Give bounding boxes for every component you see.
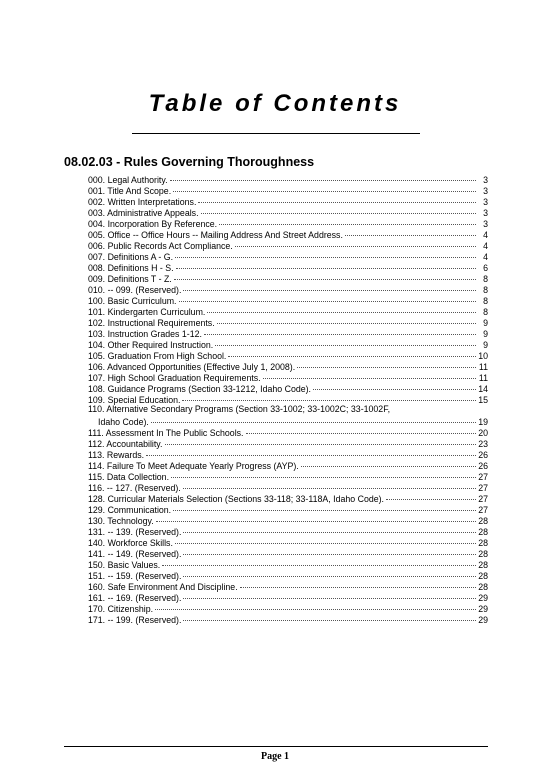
toc-entry-title: 113. Rewards. <box>88 450 145 460</box>
dot-leader <box>151 413 476 423</box>
toc-entry-page: 26 <box>478 450 488 460</box>
toc-entry-page: 27 <box>478 472 488 482</box>
toc-entry[interactable] <box>88 404 488 426</box>
toc-entry-title: 009. Definitions T - Z. <box>88 274 172 284</box>
toc-entry-page: 28 <box>478 571 488 581</box>
toc-entry-page: 4 <box>483 252 488 262</box>
dot-leader <box>179 292 477 302</box>
toc-entry-title-continued: Idaho Code). <box>98 417 149 427</box>
toc-entry-page: 6 <box>483 263 488 273</box>
dot-leader <box>201 204 476 214</box>
toc-entry-title: 160. Safe Environment And Discipline. <box>88 582 238 592</box>
toc-entry-page: 4 <box>483 230 488 240</box>
dot-leader <box>219 215 476 225</box>
toc-entry-title: 129. Communication. <box>88 505 172 515</box>
dot-leader <box>183 567 476 577</box>
toc-entry-title: 115. Data Collection. <box>88 472 170 482</box>
section-heading: 08.02.03 - Rules Governing Thoroughness <box>64 155 315 169</box>
toc-entry-title: 109. Special Education. <box>88 395 181 405</box>
toc-entry-page: 29 <box>478 615 488 625</box>
toc-entry-title: 105. Graduation From High School. <box>88 351 227 361</box>
toc-entry-page: 19 <box>478 417 488 427</box>
dot-leader <box>176 259 476 269</box>
dot-leader <box>183 479 476 489</box>
dot-leader <box>146 446 476 456</box>
toc-entry-page: 8 <box>483 274 488 284</box>
dot-leader <box>246 424 477 434</box>
toc-entry-page: 26 <box>478 461 488 471</box>
toc-entry-title: 171. -- 199. (Reserved). <box>88 615 182 625</box>
toc-entry-page: 20 <box>478 428 488 438</box>
toc-entry-title: 003. Administrative Appeals. <box>88 208 199 218</box>
toc-entry-page: 10 <box>478 351 488 361</box>
dot-leader <box>204 325 476 335</box>
toc-entry-title: 101. Kindergarten Curriculum. <box>88 307 206 317</box>
toc-entry-title: 010. -- 099. (Reserved). <box>88 285 182 295</box>
toc-entry-page: 27 <box>478 505 488 515</box>
dot-leader <box>215 336 476 346</box>
dot-leader <box>162 556 476 566</box>
toc-entry-title: 108. Guidance Programs (Section 33-1212, Idaho Code). <box>88 384 311 394</box>
toc-entry-title: 150. Basic Values. <box>88 560 161 570</box>
toc-entry-title: 131. -- 139. (Reserved). <box>88 527 182 537</box>
toc-entry-page: 3 <box>483 175 488 185</box>
toc-entry-title: 140. Workforce Skills. <box>88 538 173 548</box>
dot-leader <box>155 600 476 610</box>
toc-entry-title: 002. Written Interpretations. <box>88 197 197 207</box>
toc-entry[interactable] <box>88 393 488 404</box>
toc-entry-page: 28 <box>478 549 488 559</box>
dot-leader <box>240 578 476 588</box>
toc-entry-title: 007. Definitions A - G. <box>88 252 174 262</box>
toc-entry-title: 170. Citizenship. <box>88 604 154 614</box>
dot-leader <box>171 468 476 478</box>
dot-leader <box>235 237 476 247</box>
dot-leader <box>170 171 476 181</box>
dot-leader <box>183 545 476 555</box>
footer-divider <box>64 746 488 747</box>
toc-entry-page: 27 <box>478 494 488 504</box>
dot-leader <box>183 611 476 621</box>
toc-entry-page: 11 <box>478 362 488 372</box>
toc-entry-title: 006. Public Records Act Compliance. <box>88 241 233 251</box>
toc-entry-title: 103. Instruction Grades 1-12. <box>88 329 202 339</box>
toc-entry-title: 141. -- 149. (Reserved). <box>88 549 182 559</box>
toc-entry-page: 28 <box>478 538 488 548</box>
toc-entry-title: 114. Failure To Meet Adequate Yearly Progress (AYP). <box>88 461 299 471</box>
toc-entry-page: 4 <box>483 241 488 251</box>
toc-entry-title: 102. Instructional Requirements. <box>88 318 215 328</box>
toc-entry-title: 116. -- 127. (Reserved). <box>88 483 181 493</box>
toc-entry-page: 29 <box>478 604 488 614</box>
toc-entry[interactable] <box>88 613 488 624</box>
toc-entry-page: 8 <box>483 296 488 306</box>
toc-entry-page: 28 <box>478 582 488 592</box>
dot-leader <box>183 523 476 533</box>
toc-entry-title: 106. Advanced Opportunities (Effective July 1, 2008). <box>88 362 296 372</box>
toc-entry-title: 112. Accountability. <box>88 439 163 449</box>
toc-entry-page: 3 <box>483 219 488 229</box>
toc-entry-page: 8 <box>483 285 488 295</box>
dot-leader <box>175 534 476 544</box>
toc-entry-title: 100. Basic Curriculum. <box>88 296 177 306</box>
toc-entry-title: 111. Assessment In The Public Schools. <box>88 428 244 438</box>
toc-entry-page: 15 <box>478 395 488 405</box>
dot-leader <box>386 490 476 500</box>
dot-leader <box>174 270 476 280</box>
title-divider <box>132 133 420 134</box>
dot-leader <box>217 314 476 324</box>
dot-leader <box>182 391 476 401</box>
toc-entry-page: 9 <box>483 340 488 350</box>
dot-leader <box>175 248 476 258</box>
page-title: Table of Contents <box>148 90 402 117</box>
toc-entry-title: 161. -- 169. (Reserved). <box>88 593 182 603</box>
toc-entry-page: 11 <box>478 373 488 383</box>
dot-leader <box>183 281 476 291</box>
toc-entry-title: 008. Definitions H - S. <box>88 263 174 273</box>
toc-list <box>88 173 488 624</box>
toc-entry-title: 151. -- 159. (Reserved). <box>88 571 182 581</box>
dot-leader <box>183 589 476 599</box>
toc-entry-title: 005. Office -- Office Hours -- Mailing Address And Street Address. <box>88 230 343 240</box>
dot-leader <box>313 380 476 390</box>
toc-entry-page: 14 <box>478 384 488 394</box>
toc-entry-title: 000. Legal Authority. <box>88 175 168 185</box>
toc-entry-title: 128. Curricular Materials Selection (Sections 33-118; 33-118A, Idaho Code). <box>88 494 384 504</box>
toc-entry-title: 107. High School Graduation Requirements. <box>88 373 261 383</box>
toc-entry-page: 28 <box>478 516 488 526</box>
dot-leader <box>207 303 476 313</box>
dot-leader <box>228 347 476 357</box>
dot-leader <box>297 358 476 368</box>
dot-leader <box>173 501 476 511</box>
dot-leader <box>263 369 476 379</box>
dot-leader <box>301 457 476 467</box>
toc-entry-title: 104. Other Required Instruction. <box>88 340 214 350</box>
dot-leader <box>165 435 477 445</box>
dot-leader <box>345 226 476 236</box>
toc-entry-page: 28 <box>478 527 488 537</box>
toc-entry-title: 001. Title And Scope. <box>88 186 172 196</box>
dot-leader <box>173 182 476 192</box>
toc-entry-page: 8 <box>483 307 488 317</box>
toc-entry-page: 27 <box>478 483 488 493</box>
page-number: Page 1 <box>260 751 290 762</box>
toc-entry-page: 9 <box>483 329 488 339</box>
toc-entry-title: 004. Incorporation By Reference. <box>88 219 218 229</box>
toc-entry-page: 3 <box>483 186 488 196</box>
toc-entry-page: 3 <box>483 197 488 207</box>
dot-leader <box>156 512 476 522</box>
toc-entry-page: 29 <box>478 593 488 603</box>
toc-entry-page: 28 <box>478 560 488 570</box>
toc-entry-page: 9 <box>483 318 488 328</box>
toc-entry-title: 110. Alternative Secondary Programs (Section 33-1002; 33-1002C; 33-1002F, <box>88 404 391 414</box>
toc-entry-page: 3 <box>483 208 488 218</box>
dot-leader <box>198 193 476 203</box>
toc-entry-title: 130. Technology. <box>88 516 154 526</box>
toc-entry-page: 23 <box>478 439 488 449</box>
